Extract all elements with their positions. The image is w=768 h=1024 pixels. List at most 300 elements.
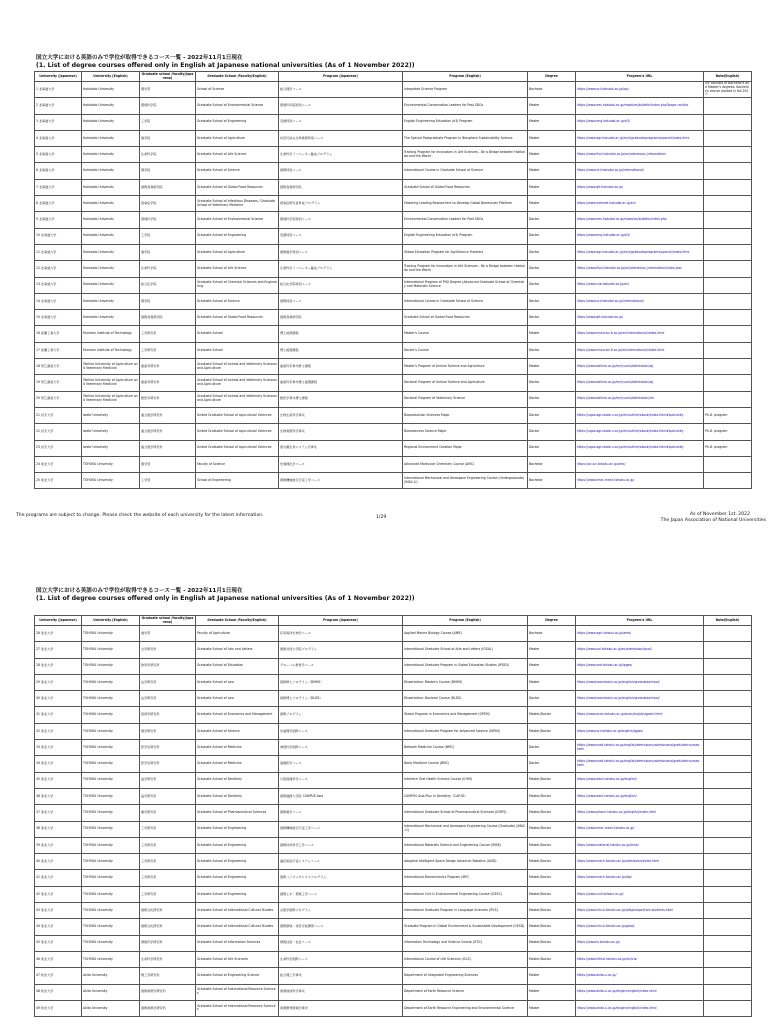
- program-jp-cell: 言語学国際プログラム: [279, 903, 403, 919]
- graduate-school-en-cell: Graduate School of Life Sciences: [196, 951, 279, 967]
- page-title: [36, 588, 415, 602]
- table-row: [35, 196, 752, 212]
- program-url-cell[interactable]: https://www.agr.hokudai.ac.jp/en/r/graduateprograms/special/index.html: [576, 130, 704, 146]
- graduate-school-jp-cell: 国際食資源学院: [140, 310, 196, 326]
- table-row: [35, 473, 752, 489]
- program-en-cell: Dissertation: Doctoral Course (DLDS): [403, 691, 528, 707]
- university-jp-cell: 37 東北大学: [35, 805, 82, 821]
- degree-cell: Master/Doctor: [528, 788, 576, 804]
- table-row: [35, 951, 752, 967]
- table-row: [35, 277, 752, 293]
- program-jp-cell: 環境科学院特別コース: [279, 98, 403, 114]
- university-en-cell: Muroran Institute of Technology: [82, 326, 140, 342]
- program-url-cell[interactable]: https://www.intcul.tohoku.ac.jp/gesd/: [576, 919, 704, 935]
- program-url-cell[interactable]: https://www.econ.tohoku.ac.jp/econ/english/gpem.html: [576, 707, 704, 723]
- program-url-cell[interactable]: https://www.akita-u.ac.jp/shigen/english/index.html: [576, 1000, 704, 1016]
- program-url-cell[interactable]: https://www.sci.hokudai.ac.jp/isp/: [576, 82, 704, 98]
- university-en-cell: TOHOKU University: [82, 740, 140, 756]
- graduate-school-jp-cell: 国際文化研究科: [140, 903, 196, 919]
- degree-cell: Master: [528, 359, 576, 375]
- graduate-school-en-cell: Graduate School of Law: [196, 691, 279, 707]
- university-en-cell: Hokkaido University: [82, 228, 140, 244]
- program-jp-cell: 獣医学専攻博士課程: [279, 391, 403, 407]
- graduate-school-jp-cell: 畜産学研究科: [140, 375, 196, 391]
- title-english: (1. List of degree courses offered only in English at Japanese national universities (As of 1 November 2022)): [36, 595, 415, 602]
- program-url-cell[interactable]: https://www.pharm.tohoku.ac.jp/english/index.html: [576, 805, 704, 821]
- university-en-cell: TOHOKU University: [82, 903, 140, 919]
- header-cell: Program (Japanese): [279, 616, 403, 626]
- university-en-cell: TOHOKU University: [82, 473, 140, 489]
- program-url-cell[interactable]: https://www.obihiro.ac.jp/en/nyushi/admission/vm: [576, 391, 704, 407]
- program-jp-cell: 適応知能宇宙システムコース: [279, 854, 403, 870]
- graduate-school-en-cell: Graduate School of Chemical Sciences and Engineering: [196, 277, 279, 293]
- university-en-cell: Hokkaido University: [82, 98, 140, 114]
- program-en-cell: Doctoral Program of Animal Science and Agriculture: [403, 375, 528, 391]
- degree-cell: Master: [528, 326, 576, 342]
- program-en-cell: International Program of PhD Degree (Advanced Graduate School of Chemistry and Materials Science: [403, 277, 528, 293]
- program-url-cell[interactable]: https://www.eng.hokudai.ac.jp/e3/: [576, 114, 704, 130]
- program-jp-cell: 情報技術・社会コース: [279, 935, 403, 951]
- table-row: [35, 723, 752, 739]
- header-cell: University (English): [82, 72, 140, 82]
- university-en-cell: Hokkaido University: [82, 196, 140, 212]
- graduate-school-jp-cell: 総合化学院: [140, 277, 196, 293]
- degree-cell: Master/Doctor: [528, 772, 576, 788]
- university-en-cell: Iwate University: [82, 440, 140, 456]
- header-cell: Program (Japanese): [279, 72, 403, 82]
- university-jp-cell: 9 北海道大学: [35, 212, 82, 228]
- program-url-cell[interactable]: https://www.sci.hokudai.ac.jp/international/: [576, 293, 704, 309]
- note-cell: [704, 658, 752, 674]
- graduate-school-jp-cell: 生命科学院: [140, 261, 196, 277]
- program-url-cell[interactable]: https://www.ees.hokudai.ac.jp/modules/bulletin/index.php?page=article: [576, 98, 704, 114]
- program-url-cell[interactable]: https://www.lfsci.hokudai.ac.jp/en/admission_information/: [576, 147, 704, 163]
- title-japanese: 国立大学における英語のみで学位が取得できるコース一覧 - 2022年11月1日現在: [36, 55, 243, 61]
- note-cell: [704, 293, 752, 309]
- note-cell: [704, 870, 752, 886]
- note-cell: [704, 691, 752, 707]
- page-number: 1/29: [376, 515, 387, 520]
- graduate-school-jp-cell: 国際食資源学院: [140, 179, 196, 195]
- degree-cell: Master: [528, 98, 576, 114]
- program-en-cell: International Graduate Program in Global Education Studies (IPGES): [403, 658, 528, 674]
- header-cell: Degree: [528, 72, 576, 82]
- note-cell: [704, 114, 752, 130]
- university-jp-cell: 49 秋田大学: [35, 1000, 82, 1016]
- university-en-cell: Iwate University: [82, 424, 140, 440]
- header-cell: University (Japanese): [35, 72, 82, 82]
- degree-cell: Master: [528, 130, 576, 146]
- program-jp-cell: 国際農学特別コース: [279, 244, 403, 260]
- program-url-cell[interactable]: https://www.dent.tohoku.ac.jp/english/: [576, 788, 704, 804]
- graduate-school-jp-cell: 工学研究科: [140, 326, 196, 342]
- university-jp-cell: 44 東北大学: [35, 919, 82, 935]
- courses-table: [34, 615, 752, 1017]
- program-en-cell: Regional Environment Creation Major: [403, 440, 528, 456]
- note-cell: [704, 642, 752, 658]
- graduate-school-en-cell: Graduate School of Environmental Science: [196, 212, 279, 228]
- university-en-cell: Hokkaido University: [82, 147, 140, 163]
- graduate-school-en-cell: Graduate School of Economics and Management: [196, 707, 279, 723]
- degree-cell: Master: [528, 147, 576, 163]
- header-cell: University (Japanese): [35, 616, 82, 626]
- university-jp-cell: 20 帯広畜産大学: [35, 391, 82, 407]
- program-url-cell[interactable]: https://www.intcul.tohoku.ac.jp/ipls/prospective-students.html: [576, 903, 704, 919]
- university-jp-cell: 4 北海道大学: [35, 130, 82, 146]
- note-cell: [704, 886, 752, 902]
- program-url-cell[interactable]: https://www.obihiro.ac.jp/en/nyushi/admission/ag: [576, 359, 704, 375]
- graduate-school-en-cell: Graduate School: [196, 342, 279, 358]
- university-jp-cell: 23 岩手大学: [35, 440, 82, 456]
- university-en-cell: TOHOKU University: [82, 723, 140, 739]
- program-url-cell[interactable]: https://www.imac.mech.tohoku.ac.jp/: [576, 473, 704, 489]
- graduate-school-jp-cell: 理工学研究科: [140, 968, 196, 984]
- university-jp-cell: 30 東北大学: [35, 691, 82, 707]
- note-cell: ISP consists of Bachelor's and Master's degrees. Bachelor's course started in fall 2017.: [704, 82, 752, 98]
- program-jp-cell: 国際材料科学工学コース: [279, 837, 403, 853]
- program-url-cell[interactable]: https://www.akita-u.ac.jp/shigen/english/index.html: [576, 984, 704, 1000]
- graduate-school-jp-cell: 工学研究科: [140, 886, 196, 902]
- table-row: [35, 821, 752, 837]
- program-jp-cell: 総合化学院特別コース: [279, 277, 403, 293]
- university-en-cell: Hokkaido University: [82, 244, 140, 260]
- university-en-cell: Muroran Institute of Technology: [82, 342, 140, 358]
- graduate-school-en-cell: Graduate School of Information Sciences: [196, 935, 279, 951]
- program-url-cell[interactable]: https://www.akita-u.ac.jp/: [576, 968, 704, 984]
- program-url-cell[interactable]: https://www.gfr.hokudai.ac.jp/: [576, 179, 704, 195]
- program-url-cell[interactable]: https://www.is.tohoku.ac.jp/: [576, 935, 704, 951]
- note-cell: [704, 212, 752, 228]
- program-url-cell[interactable]: https://www.sal.tohoku.ac.jp/en/admission/igsal/: [576, 642, 704, 658]
- university-en-cell: Hokkaido University: [82, 130, 140, 146]
- program-url-cell[interactable]: https://ugas.agr.iwate-u.ac.jp/en/outline/about/index.html#speciality: [576, 440, 704, 456]
- graduate-school-jp-cell: 理学研究科: [140, 723, 196, 739]
- university-en-cell: TOHOKU University: [82, 788, 140, 804]
- note-cell: [704, 756, 752, 772]
- university-en-cell: Hokkaido University: [82, 82, 140, 98]
- degree-cell: Doctor: [528, 691, 576, 707]
- program-jp-cell: 生命科学イノベーター養成プログラム: [279, 261, 403, 277]
- program-url-cell[interactable]: https://ugas.agr.iwate-u.ac.jp/en/outline/about/index.html#speciality: [576, 407, 704, 423]
- graduate-school-jp-cell: 工学研究科: [140, 837, 196, 853]
- graduate-school-en-cell: Graduate School of Engineering: [196, 886, 279, 902]
- program-url-cell[interactable]: https://www.muroran-it.ac.jp/en/international/index.html: [576, 342, 704, 358]
- university-en-cell: TOHOKU University: [82, 821, 140, 837]
- university-en-cell: TOHOKU University: [82, 919, 140, 935]
- program-url-cell[interactable]: https://www.law.tohoku.ac.jp/english/graduateschool/: [576, 691, 704, 707]
- university-jp-cell: 15 北海道大学: [35, 310, 82, 326]
- degree-cell: Doctor: [528, 391, 576, 407]
- header-cell: Graduate School /Faculty(English): [196, 616, 279, 626]
- program-en-cell: Department of Earth Resource Science: [403, 984, 528, 1000]
- note-cell: [704, 147, 752, 163]
- degree-cell: Doctor: [528, 740, 576, 756]
- note-cell: [704, 342, 752, 358]
- program-en-cell: Graduate School of Global Food Resources: [403, 310, 528, 326]
- university-jp-cell: 5 北海道大学: [35, 147, 82, 163]
- program-en-cell: Graduate School of Global Food Resources: [403, 179, 528, 195]
- program-en-cell: International Graduate Program in Language Sciences (IPLS): [403, 903, 528, 919]
- graduate-school-en-cell: Graduate School of Life Science: [196, 261, 279, 277]
- program-en-cell: Global Education Program for AgriScience Frontiers: [403, 244, 528, 260]
- program-en-cell: International Graduate School of Arts and Letters (IGSAL): [403, 642, 528, 658]
- program-url-cell[interactable]: https://www.obihiro.ac.jp/en/nyushi/admission/ag: [576, 375, 704, 391]
- graduate-school-jp-cell: 畜産学研究科: [140, 359, 196, 375]
- note-cell: [704, 1000, 752, 1016]
- graduate-school-jp-cell: 経済学研究科: [140, 707, 196, 723]
- graduate-school-jp-cell: 工学部: [140, 473, 196, 489]
- program-en-cell: Applied Marine Biology Course (AMB): [403, 626, 528, 642]
- table-row: [35, 626, 752, 642]
- table-row: [35, 837, 752, 853]
- program-en-cell: International Course of Life Sciences (ICLS): [403, 951, 528, 967]
- program-url-cell[interactable]: https://www.imac.mech.tohoku.ac.jp/: [576, 821, 704, 837]
- graduate-school-jp-cell: 教育学研究科: [140, 658, 196, 674]
- university-jp-cell: 3 北海道大学: [35, 114, 82, 130]
- degree-cell: Master/Doctor: [528, 919, 576, 935]
- table-row: [35, 163, 752, 179]
- program-jp-cell: 感染症研究者育成プログラム: [279, 196, 403, 212]
- note-cell: [704, 98, 752, 114]
- program-en-cell: Bioproduction Sciences Major: [403, 407, 528, 423]
- university-en-cell: TOHOKU University: [82, 951, 140, 967]
- program-url-cell[interactable]: https://www.vetmed.hokudai.ac.jp/en/: [576, 196, 704, 212]
- table-row: [35, 984, 752, 1000]
- table-row: [35, 326, 752, 342]
- note-cell: [704, 951, 752, 967]
- footer-date: As of November 1st, 2022: [690, 512, 750, 517]
- program-url-cell[interactable]: https://www.lfsci.hokudai.ac.jp/en/admission_information/index.php: [576, 261, 704, 277]
- note-cell: Ph.D. program: [704, 407, 752, 423]
- university-jp-cell: 25 東北大学: [35, 473, 82, 489]
- graduate-school-jp-cell: 法学研究科: [140, 674, 196, 690]
- program-url-cell[interactable]: https://www.gfr.hokudai.ac.jp/: [576, 310, 704, 326]
- table-row: [35, 261, 752, 277]
- university-en-cell: TOHOKU University: [82, 886, 140, 902]
- table-row: [35, 456, 752, 472]
- program-url-cell[interactable]: https://www.ees.hokudai.ac.jp/modules/bulletin/index.php: [576, 212, 704, 228]
- program-url-cell[interactable]: https://www.cse.hokudai.ac.jp/en/: [576, 277, 704, 293]
- program-jp-cell: 国際土木・環境工学コース: [279, 886, 403, 902]
- program-url-cell[interactable]: https://www.civil.tohoku.ac.jp/: [576, 886, 704, 902]
- program-url-cell[interactable]: https://www.sci.hokudai.ac.jp/international/: [576, 163, 704, 179]
- graduate-school-en-cell: Graduate School of Engineering: [196, 870, 279, 886]
- degree-cell: Doctor: [528, 407, 576, 423]
- graduate-school-en-cell: Graduate School of Science: [196, 293, 279, 309]
- note-cell: Ph.D. program: [704, 424, 752, 440]
- program-url-cell[interactable]: https://www.med.tohoku.ac.jp/english/admissions/admissions/graduatecourses.html: [576, 740, 704, 756]
- degree-cell: Doctor: [528, 375, 576, 391]
- university-jp-cell: 10 北海道大学: [35, 228, 82, 244]
- program-jp-cell: 国際食資源学院: [279, 179, 403, 195]
- note-cell: [704, 903, 752, 919]
- degree-cell: Doctor: [528, 244, 576, 260]
- table-row: [35, 244, 752, 260]
- graduate-school-en-cell: United Graduate School of Agricultural Sciences: [196, 424, 279, 440]
- program-jp-cell: 生命科学イノベーター養成プログラム: [279, 147, 403, 163]
- note-cell: [704, 375, 752, 391]
- graduate-school-en-cell: School of Engineering: [196, 473, 279, 489]
- table-row: [35, 424, 752, 440]
- university-jp-cell: 35 東北大学: [35, 772, 82, 788]
- university-jp-cell: 7 北海道大学: [35, 179, 82, 195]
- program-en-cell: Network Medicine Course (NMC): [403, 740, 528, 756]
- university-jp-cell: 2 北海道大学: [35, 98, 82, 114]
- university-en-cell: Hokkaido University: [82, 212, 140, 228]
- program-url-cell[interactable]: https://www.lifesci.tohoku.ac.jp/en/icls/: [576, 951, 704, 967]
- program-url-cell[interactable]: https://www.agri.tohoku.ac.jp/amb/: [576, 626, 704, 642]
- degree-cell: Master/Doctor: [528, 723, 576, 739]
- program-url-cell[interactable]: https://ac.sci.tohoku.ac.jp/amc/: [576, 456, 704, 472]
- degree-cell: Bachelor: [528, 82, 576, 98]
- program-url-cell[interactable]: https://www.mech.tohoku.ac.jp/ibp/: [576, 870, 704, 886]
- university-en-cell: TOHOKU University: [82, 658, 140, 674]
- graduate-school-en-cell: Graduate School of Science: [196, 163, 279, 179]
- program-jp-cell: 生物資源科学専攻: [279, 424, 403, 440]
- program-url-cell[interactable]: https://www.med.tohoku.ac.jp/english/admissions/admissions/graduatecourses.html: [576, 756, 704, 772]
- graduate-school-en-cell: Graduate School of Engineering: [196, 837, 279, 853]
- program-jp-cell: 総合理工学専攻: [279, 968, 403, 984]
- graduate-school-jp-cell: 工学院: [140, 114, 196, 130]
- table-row: [35, 440, 752, 456]
- program-jp-cell: グローバル教育学コース: [279, 658, 403, 674]
- note-cell: [704, 788, 752, 804]
- university-en-cell: Akita University: [82, 968, 140, 984]
- graduate-school-en-cell: Graduate School of International Cultural Studies: [196, 903, 279, 919]
- graduate-school-jp-cell: 医学系研究科: [140, 756, 196, 772]
- program-jp-cell: 国際機械航空宇宙工学コース: [279, 821, 403, 837]
- courses-table: [34, 71, 752, 489]
- graduate-school-jp-cell: 生命科学研究科: [140, 951, 196, 967]
- program-en-cell: International Mechanical and Aerospace Engineering Course (Undergraduate) (IMAC-U): [403, 473, 528, 489]
- graduate-school-en-cell: Graduate School of Animal and Veterinary Sciences and Agriculture: [196, 375, 279, 391]
- university-jp-cell: 24 東北大学: [35, 456, 82, 472]
- degree-cell: Doctor: [528, 424, 576, 440]
- university-jp-cell: 27 東北大学: [35, 642, 82, 658]
- university-jp-cell: 22 岩手大学: [35, 424, 82, 440]
- graduate-school-jp-cell: 生命科学院: [140, 147, 196, 163]
- university-en-cell: TOHOKU University: [82, 626, 140, 642]
- note-cell: [704, 456, 752, 472]
- degree-cell: Master: [528, 642, 576, 658]
- graduate-school-jp-cell: 連合農学研究科: [140, 407, 196, 423]
- degree-cell: Doctor: [528, 756, 576, 772]
- program-jp-cell: 総合理学コース: [279, 82, 403, 98]
- university-en-cell: TOHOKU University: [82, 870, 140, 886]
- graduate-school-en-cell: Graduate School of Engineering: [196, 821, 279, 837]
- program-en-cell: International Civil & Environmental Engineering Course (ICEEC): [403, 886, 528, 902]
- program-en-cell: International Course in Graduate School of Science: [403, 293, 528, 309]
- graduate-school-jp-cell: 理学部: [140, 456, 196, 472]
- table-row: [35, 342, 752, 358]
- university-jp-cell: 21 岩手大学: [35, 407, 82, 423]
- graduate-school-jp-cell: 獣医学研究科: [140, 391, 196, 407]
- graduate-school-jp-cell: 工学研究科: [140, 342, 196, 358]
- table-row: [35, 359, 752, 375]
- graduate-school-en-cell: Graduate School of Education: [196, 658, 279, 674]
- program-url-cell[interactable]: https://www.dent.tohoku.ac.jp/english/: [576, 772, 704, 788]
- university-jp-cell: 39 東北大学: [35, 837, 82, 853]
- header-cell: Program (English): [403, 616, 528, 626]
- degree-cell: Master/Doctor: [528, 903, 576, 919]
- table-row: [35, 658, 752, 674]
- table-row: [35, 903, 752, 919]
- footer-note: The programs are subject to change. Please check the website of each university for the latest information.: [16, 513, 264, 518]
- program-jp-cell: 口腔保健科学コース: [279, 772, 403, 788]
- program-url-cell[interactable]: https://www.mech.tohoku.ac.jp/admission/index.html: [576, 854, 704, 870]
- graduate-school-en-cell: Graduate School of Engineering Science: [196, 968, 279, 984]
- degree-cell: Doctor: [528, 212, 576, 228]
- program-jp-cell: 畜産科学専攻修士課程: [279, 359, 403, 375]
- graduate-school-en-cell: Graduate School of Dentistry: [196, 788, 279, 804]
- note-cell: [704, 968, 752, 984]
- program-en-cell: Adaptive Intelligent Space Design based on Robotics (AISD): [403, 854, 528, 870]
- university-jp-cell: 34 東北大学: [35, 756, 82, 772]
- note-cell: [704, 261, 752, 277]
- graduate-school-jp-cell: 理学部: [140, 82, 196, 98]
- degree-cell: Bachelor: [528, 473, 576, 489]
- university-jp-cell: 29 東北大学: [35, 674, 82, 690]
- graduate-school-jp-cell: 連合農学研究科: [140, 440, 196, 456]
- program-jp-cell: 生物生産科学専攻: [279, 407, 403, 423]
- table-row: [35, 674, 752, 690]
- graduate-school-en-cell: Graduate School: [196, 326, 279, 342]
- university-jp-cell: 19 帯広畜産大学: [35, 375, 82, 391]
- graduate-school-jp-cell: 国際文化研究科: [140, 919, 196, 935]
- university-en-cell: Hokkaido University: [82, 310, 140, 326]
- university-en-cell: TOHOKU University: [82, 691, 140, 707]
- graduate-school-en-cell: Graduate School of Animal and Veterinary Sciences and Agriculture: [196, 359, 279, 375]
- note-cell: [704, 473, 752, 489]
- program-url-cell[interactable]: https://www.eng.hokudai.ac.jp/e3/: [576, 228, 704, 244]
- header-cell: Program (English): [403, 72, 528, 82]
- graduate-school-jp-cell: 国際資源学研究科: [140, 1000, 196, 1016]
- program-en-cell: International Biomechanics Program (IBP): [403, 870, 528, 886]
- degree-cell: Master/Doctor: [528, 935, 576, 951]
- program-en-cell: International Mechanical and Aerospace Engineering Course (Graduate) (IMAC-G): [403, 821, 528, 837]
- university-en-cell: TOHOKU University: [82, 854, 140, 870]
- degree-cell: Doctor: [528, 277, 576, 293]
- program-jp-cell: 基礎医学コース: [279, 756, 403, 772]
- program-url-cell[interactable]: https://www.agr.hokudai.ac.jp/en/r/graduateprograms/special/index.html: [576, 244, 704, 260]
- graduate-school-en-cell: Graduate School of Environmental Science: [196, 98, 279, 114]
- program-url-cell[interactable]: https://www.sed.tohoku.ac.jp/ipges/: [576, 658, 704, 674]
- footer-organization: The Japan Association of National Universities: [660, 518, 766, 523]
- graduate-school-en-cell: Graduate School of Engineering: [196, 854, 279, 870]
- degree-cell: Master/Doctor: [528, 854, 576, 870]
- table-row: [35, 82, 752, 98]
- program-en-cell: Department of Integrated Engineering Sciences: [403, 968, 528, 984]
- note-cell: [704, 935, 752, 951]
- header-cell: Degree: [528, 616, 576, 626]
- program-en-cell: Training Program for Innovators in Life Sciences - Be a Bridge between Hokkaido and the World -: [403, 261, 528, 277]
- university-en-cell: TOHOKU University: [82, 674, 140, 690]
- degree-cell: Master: [528, 968, 576, 984]
- program-url-cell[interactable]: https://www.material.tohoku.ac.jp/imse/: [576, 837, 704, 853]
- degree-cell: Doctor: [528, 342, 576, 358]
- graduate-school-jp-cell: 医学系研究科: [140, 740, 196, 756]
- graduate-school-en-cell: Graduate School of Global Food Resources: [196, 310, 279, 326]
- program-jp-cell: 国際薬学コース: [279, 805, 403, 821]
- graduate-school-jp-cell: 農学院: [140, 130, 196, 146]
- program-url-cell[interactable]: https://www.sci.tohoku.ac.jp/english/igpas/: [576, 723, 704, 739]
- university-en-cell: Hokkaido University: [82, 114, 140, 130]
- program-url-cell[interactable]: https://ugas.agr.iwate-u.ac.jp/en/outline/about/index.html#speciality: [576, 424, 704, 440]
- program-url-cell[interactable]: https://www.muroran-it.ac.jp/en/international/index.html: [576, 326, 704, 342]
- university-jp-cell: 18 帯広畜産大学: [35, 359, 82, 375]
- program-url-cell[interactable]: https://www.law.tohoku.ac.jp/english/graduateschool/: [576, 674, 704, 690]
- note-cell: [704, 277, 752, 293]
